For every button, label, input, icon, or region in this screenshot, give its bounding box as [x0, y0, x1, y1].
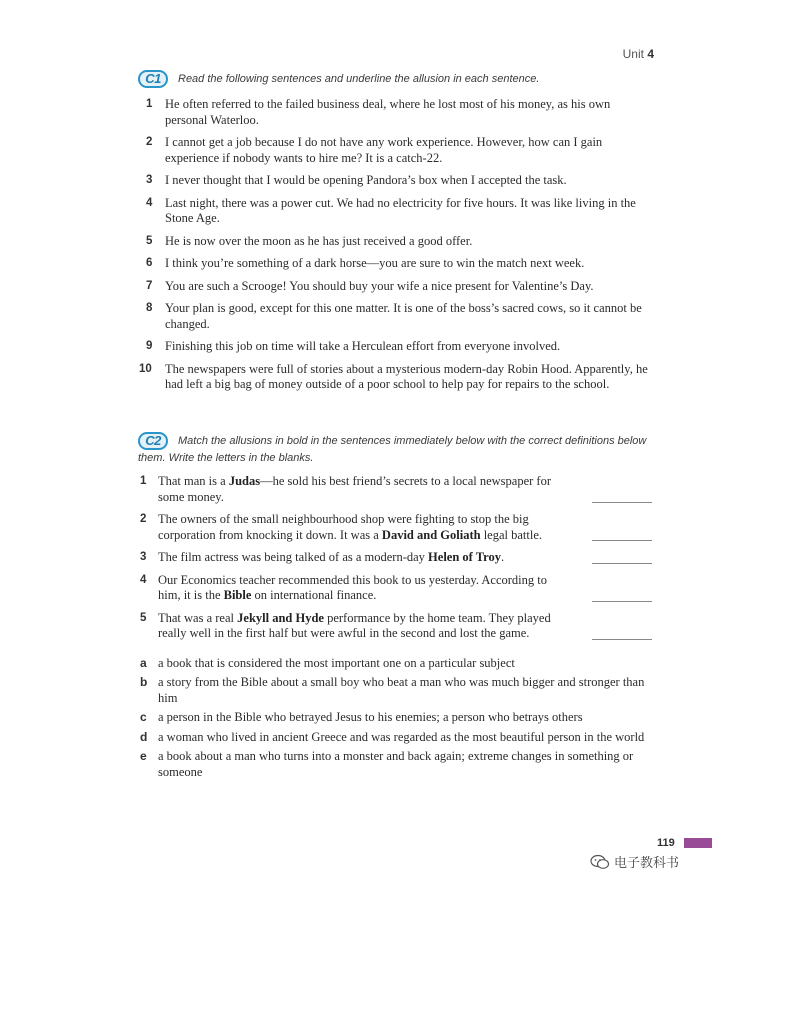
- item-text: You are such a Scrooge! You should buy your wife a nice present for Valentine’s Day.: [165, 278, 594, 293]
- item-text: [158, 512, 558, 543]
- definition-letter: b: [140, 675, 148, 689]
- c1-instruction-row: [138, 70, 652, 88]
- c2-item: [138, 474, 652, 505]
- text-before: The owners of the small neighbourhood shop were fighting to stop the big corporation from knocking it down. It was a: [158, 512, 529, 542]
- c1-item: [138, 362, 652, 393]
- definition-item: [138, 675, 652, 706]
- item-text: [158, 573, 558, 604]
- text-after: legal battle.: [480, 527, 542, 542]
- item-number: 4: [146, 196, 153, 209]
- definition-text: a book that is considered the most important one on a particular subject: [158, 655, 515, 670]
- item-number: 1: [140, 475, 147, 487]
- definition-text: a story from the Bible about a small boy who beat a man who was much bigger and stronger than him: [158, 675, 645, 705]
- definition-text: a person in the Bible who betrayed Jesus to his enemies; a person who betrays others: [158, 710, 583, 724]
- definitions-list: [138, 656, 652, 781]
- answer-blank[interactable]: [592, 502, 652, 503]
- item-number: 3: [146, 174, 153, 186]
- page-number-bar: [684, 838, 712, 848]
- item-text: He often referred to the failed business deal, where he lost most of his money, as his own personal Waterloo.: [165, 97, 611, 127]
- c1-item: [138, 196, 652, 227]
- answer-blank[interactable]: [592, 639, 652, 640]
- c1-item: [138, 256, 652, 272]
- item-number: 10: [139, 362, 152, 375]
- item-number: 7: [146, 279, 153, 292]
- text-before: Our Economics teacher recommended this book to us yesterday. According to him, it is the: [158, 572, 548, 602]
- c1-item: [138, 301, 652, 332]
- text-after: .: [500, 550, 505, 564]
- c2-item: [138, 573, 652, 604]
- page-number: 119: [657, 837, 675, 849]
- text-after: on international finance.: [251, 588, 377, 602]
- c1-badge: C1: [138, 70, 168, 88]
- item-number: 3: [140, 551, 147, 563]
- c1-item: [138, 173, 652, 189]
- allusion-bold: Judas: [228, 474, 261, 488]
- definition-text: a book about a man who turns into a monster and back again; extreme changes in something or someone: [158, 749, 634, 779]
- c1-instruction: Read the following sentences and underline the allusion in each sentence.: [178, 72, 540, 85]
- answer-blank[interactable]: [592, 563, 652, 564]
- item-text: Last night, there was a power cut. We had no electricity for five hours. It was like living in the Stone Age.: [165, 195, 636, 225]
- item-text: The newspapers were full of stories about a mysterious modern-day Robin Hood. Apparently, he had left a big bag of money outside of a poor school to help pay for repairs to the school.: [165, 361, 648, 391]
- text-after: —he sold his best friend’s secrets to a local newspaper for some money.: [158, 474, 551, 504]
- item-text: I think you’re something of a dark horse—you are sure to win the match next week.: [165, 256, 585, 270]
- text-after: performance by the home team. They played really well in the first half but were awful in the second and lost the game.: [158, 610, 551, 640]
- c1-item: [138, 234, 652, 250]
- text-before: That was a real: [158, 610, 238, 625]
- c1-item: [138, 97, 652, 128]
- unit-header: [623, 47, 654, 61]
- answer-blank[interactable]: [592, 601, 652, 602]
- item-text: He is now over the moon as he has just received a good offer.: [165, 233, 473, 248]
- c1-sentence-list: [138, 97, 652, 393]
- item-number: 5: [146, 234, 153, 247]
- answer-blank[interactable]: [592, 540, 652, 541]
- item-text: I cannot get a job because I do not have any work experience. However, how can I gain experience if nobody wants to hire me? It is a catch-22.: [165, 135, 603, 165]
- item-text: Finishing this job on time will take a Herculean effort from everyone involved.: [165, 339, 561, 353]
- exercise-c2: [138, 432, 652, 784]
- allusion-bold: David and Goliath: [381, 527, 481, 542]
- item-text: [158, 611, 558, 642]
- definition-item: [138, 730, 652, 746]
- item-number: 5: [140, 611, 147, 624]
- definition-letter: a: [140, 655, 147, 670]
- item-number: 9: [146, 340, 153, 352]
- text-before: The film actress was being talked of as a modern-day: [158, 550, 429, 564]
- allusion-bold: Helen of Troy: [428, 550, 501, 564]
- item-number: 4: [140, 573, 147, 586]
- definition-text: a woman who lived in ancient Greece and was regarded as the most beautiful person in the world: [158, 729, 645, 744]
- text-before: That man is a: [158, 474, 229, 488]
- c2-item: [138, 550, 652, 566]
- item-number: 2: [146, 136, 153, 148]
- item-number: 8: [146, 302, 153, 314]
- unit-label: Unit: [622, 47, 644, 61]
- c1-item: [138, 339, 652, 355]
- c1-item: [138, 135, 652, 166]
- item-text: [158, 550, 558, 566]
- wechat-icon: [590, 854, 610, 870]
- item-number: 6: [146, 257, 153, 269]
- definition-item: [138, 656, 652, 672]
- allusion-bold: Jekyll and Hyde: [237, 610, 324, 625]
- unit-number: 4: [647, 47, 654, 61]
- c2-badge: C2: [138, 432, 168, 450]
- c2-item: [138, 512, 652, 543]
- c2-instruction: Match the allusions in bold in the sentences immediately below with the correct definitions below them. Write the letters in the blanks.: [138, 434, 647, 464]
- item-text: I never thought that I would be opening Pandora’s box when I accepted the task.: [165, 173, 567, 187]
- definition-letter: e: [140, 749, 147, 763]
- definition-item: [138, 749, 652, 780]
- c2-instruction-row: [138, 432, 652, 466]
- item-number: 1: [146, 98, 153, 110]
- definition-item: [138, 710, 652, 726]
- c2-item: [138, 611, 652, 642]
- c1-item: [138, 279, 652, 295]
- watermark: [590, 852, 679, 871]
- item-number: 2: [140, 513, 147, 525]
- c2-matching-list: [138, 474, 652, 642]
- allusion-bold: Bible: [223, 588, 252, 602]
- definition-letter: c: [140, 710, 147, 724]
- exercise-c1: [138, 70, 652, 400]
- item-text: [158, 474, 558, 505]
- definition-letter: d: [140, 729, 148, 744]
- watermark-text: 电子教科书: [614, 856, 680, 871]
- item-text: Your plan is good, except for this one matter. It is one of the boss’s sacred cows, so it cannot be changed.: [165, 301, 642, 331]
